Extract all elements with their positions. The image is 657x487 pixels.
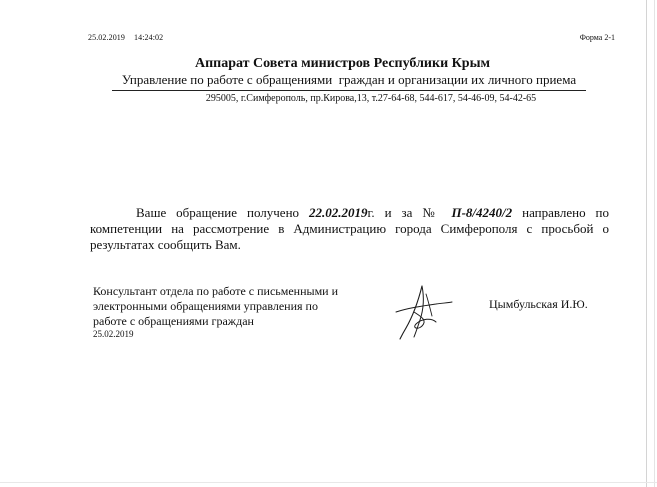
registration-number: П-8/4240/2 [451,205,513,220]
scan-edge [646,0,647,487]
signer-position [93,284,393,329]
organization-address: 295005, г.Симферополь, пр.Кирова,13, т.27-64-68, 544-617, 54-46-09, 54-42-65 [205,93,537,104]
header-divider [112,90,586,91]
handwritten-signature [392,282,458,342]
letter-text: г. и за № [367,205,452,220]
letter-text: Ваше обращение получено [136,205,310,220]
department-title: Управление по работе с обращениями граждан и организации их личного приема [121,72,577,87]
print-date: 25.02.2019 [88,33,125,42]
position-line: Консультант отдела по работе с письменными и [93,284,339,298]
signer-name: Цымбульская И.Ю. [489,297,588,311]
position-line: работе с обращениями граждан [93,314,254,328]
form-number: Форма 2-1 [579,33,615,42]
signature-date: 25.02.2019 [93,329,134,339]
organization-title: Аппарат Совета министров Республики Крым [194,56,491,71]
letter-text: направлено по компетенции на рассмотрение в Администрацию города Симферополя с просьбой о результатах сообщить Вам. [90,205,610,252]
scan-edge [654,0,655,487]
print-time: 14:24:02 [134,33,164,42]
position-line: электронными обращениями управления по [93,299,318,313]
received-date: 22.02.2019 [309,205,368,220]
scan-edge [0,482,657,483]
letter-body [90,205,609,253]
print-timestamp [88,33,163,42]
